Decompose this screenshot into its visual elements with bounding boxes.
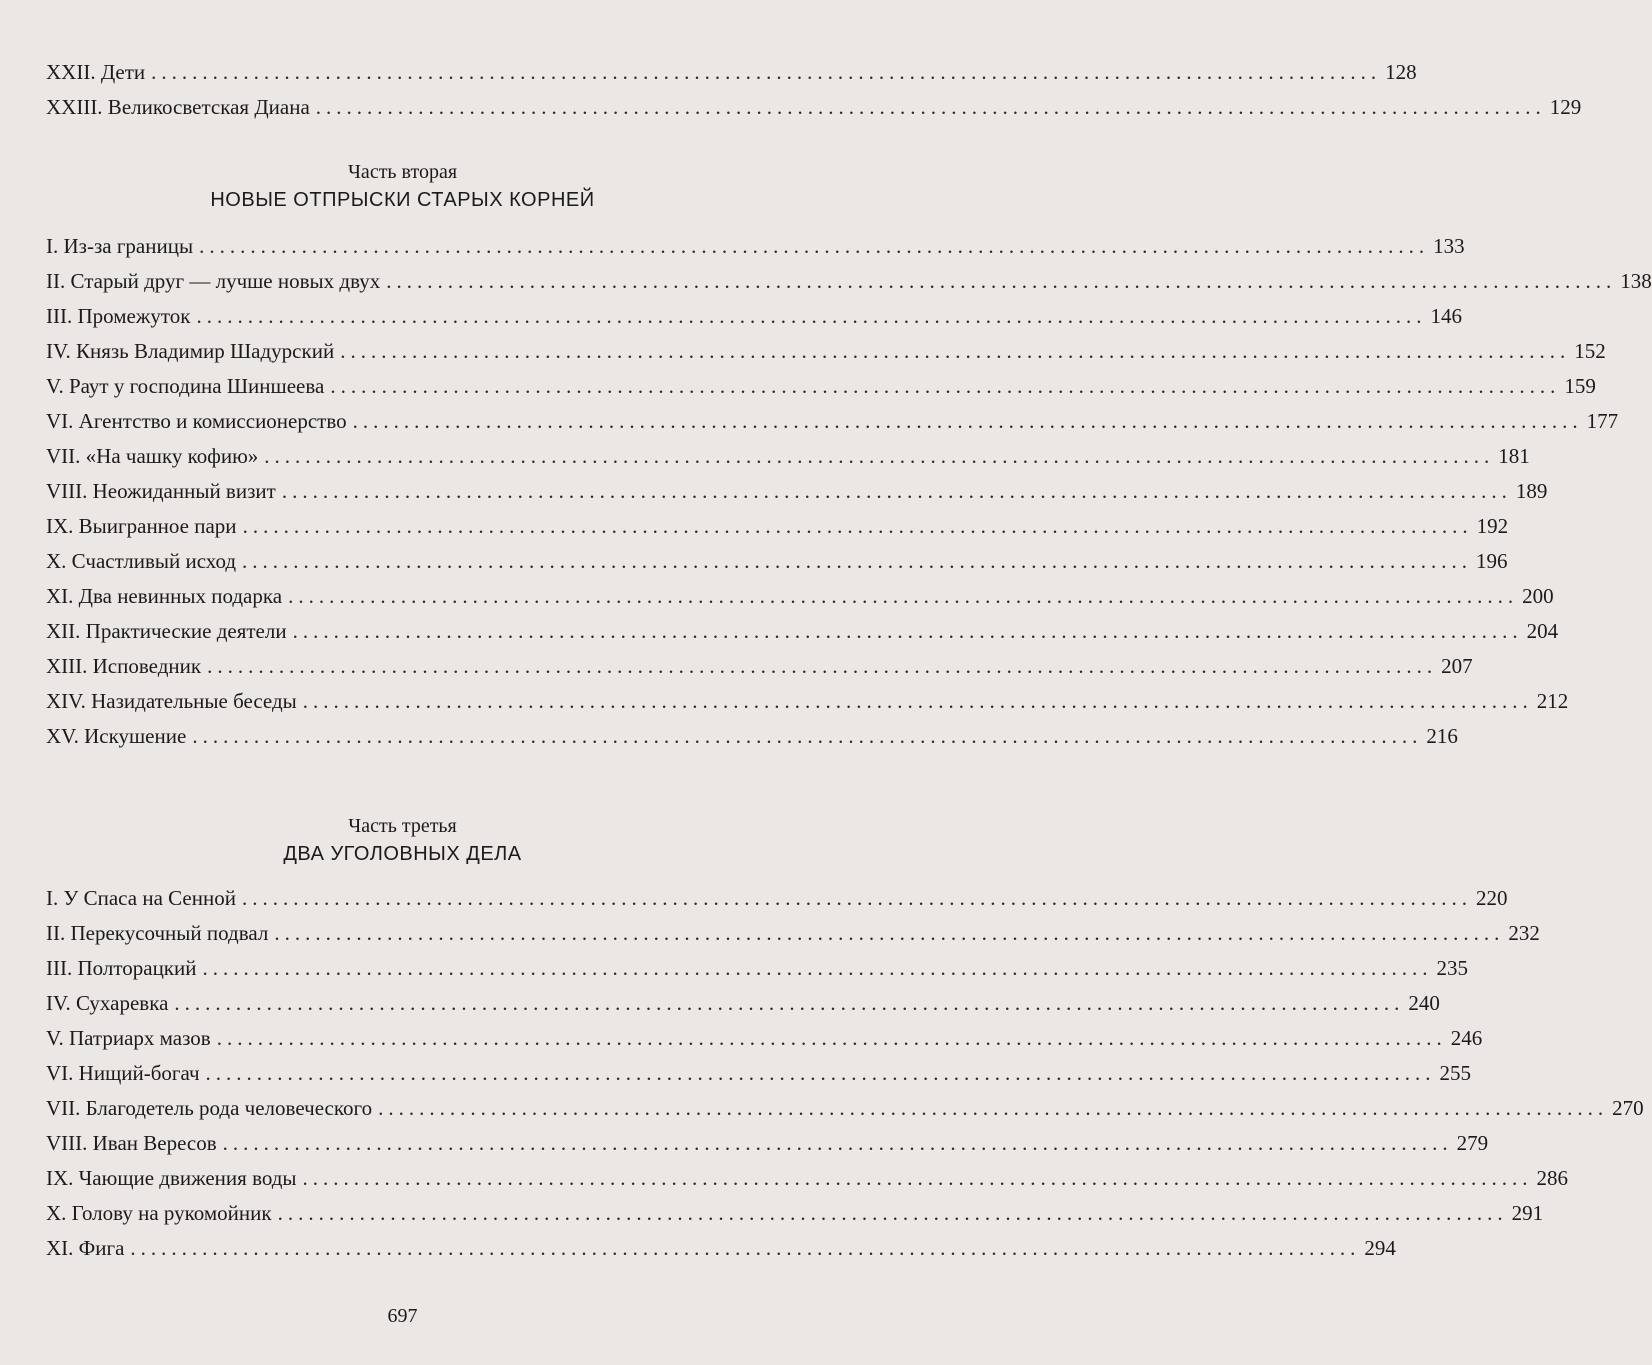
leader-dots: ........................................................................................................................ [386,269,1617,293]
leader-dots: ........................................................................................................................ [288,584,1519,608]
toc-entry-page: 204 [1526,619,1559,643]
toc-entry-page: 200 [1522,584,1554,608]
toc-entry-title: II. Перекусочный подвал [46,921,269,945]
toc-entry-page: 189 [1515,479,1548,503]
toc-entry-page: 138 [1620,269,1652,293]
toc-entry-page: 152 [1574,339,1606,363]
toc-entry [46,438,1530,468]
toc-entry-title: IV. Сухаревка [46,991,169,1015]
part-label: Часть вторая [347,161,458,183]
toc-entry-title: XIV. Назидательные беседы [46,689,297,713]
toc-entry [46,473,1548,503]
page-number: 697 [387,1305,418,1327]
part-title: ДВА УГОЛОВНЫХ ДЕЛА [283,843,522,865]
toc-entry-page: 129 [1549,95,1582,119]
leader-dots: ........................................................................................................................ [330,374,1561,398]
toc-entry-page: 177 [1586,409,1619,433]
toc-entry-page: 291 [1511,1201,1544,1225]
leader-dots: ........................................................................................................................ [241,886,1472,910]
toc-entry-title: VI. Агентство и комиссионерство [46,409,347,433]
toc-entry-title: IV. Князь Владимир Шадурский [46,339,335,363]
toc-entry-page: 235 [1436,956,1468,980]
toc-entry [46,263,1652,293]
part-label: Часть третья [348,815,457,837]
toc-entry-page: 220 [1475,886,1508,910]
leader-dots: ........................................................................................................................ [199,234,1430,258]
leader-dots: ........................................................................................................................ [192,724,1423,748]
toc-entry-page: 133 [1433,234,1465,258]
leader-dots: ........................................................................................................................ [207,654,1438,678]
toc-entry [46,1125,1489,1155]
toc-entry-title: VII. Благодетель рода человеческого [46,1096,373,1120]
leader-dots: ........................................................................................................................ [151,60,1382,84]
part-title: НОВЫЕ ОТПРЫСКИ СТАРЫХ КОРНЕЙ [210,189,595,211]
toc-entry-title: II. Старый друг — лучше новых двух [46,269,381,293]
leader-dots: ........................................................................................................................ [174,991,1405,1015]
leader-dots: ........................................................................................................................ [340,339,1571,363]
toc-entry-title: III. Промежуток [46,304,191,328]
leader-dots: ........................................................................................................................ [242,514,1473,538]
toc-entry-page: 279 [1456,1131,1489,1155]
toc-entry [46,915,1540,945]
toc-entry-page: 212 [1536,689,1569,713]
leader-dots: ........................................................................................................................ [264,444,1495,468]
toc-entry-title: X. Счастливый исход [46,549,237,573]
toc-entry-title: IX. Чающие движения воды [46,1166,297,1190]
toc-entry [46,54,1417,84]
toc-entry [46,1160,1569,1190]
leader-dots: ........................................................................................................................ [242,549,1473,573]
toc-entry-title: I. У Спаса на Сенной [46,886,236,910]
toc-entry-title: VIII. Неожиданный визит [46,479,276,503]
leader-dots: ........................................................................................................................ [281,479,1512,503]
toc-entry-title: XXII. Дети [46,60,146,84]
leader-dots: ........................................................................................................................ [315,95,1546,119]
toc-entry-title: XXIII. Великосветская Диана [46,95,310,119]
toc-entry [46,1090,1644,1120]
toc-entry-page: 128 [1385,60,1417,84]
toc-entry [46,718,1458,748]
toc-entry [46,648,1473,678]
toc-entry [46,1195,1544,1225]
toc-entry-title: XII. Практические деятели [46,619,287,643]
toc-entry [46,368,1596,398]
toc-entry [46,1055,1472,1085]
leader-dots: ........................................................................................................................ [216,1026,1447,1050]
toc-entry-title: III. Полторацкий [46,956,197,980]
leader-dots: ........................................................................................................................ [378,1096,1609,1120]
leader-dots: ........................................................................................................................ [302,1166,1533,1190]
toc-entry [46,985,1440,1015]
toc-entry-title: X. Голову на рукомойник [46,1201,272,1225]
toc-entry-title: VI. Нищий-богач [46,1061,200,1085]
toc-entry [46,89,1582,119]
toc-entry-page: 181 [1498,444,1530,468]
leader-dots: ........................................................................................................................ [277,1201,1508,1225]
toc-entry-page: 192 [1476,514,1509,538]
leader-dots: ........................................................................................................................ [274,921,1505,945]
leader-dots: ........................................................................................................................ [205,1061,1436,1085]
leader-dots: ........................................................................................................................ [352,409,1583,433]
toc-entry [46,1020,1483,1050]
toc-entry-title: IX. Выигранное пари [46,514,237,538]
toc-entry-page: 232 [1508,921,1540,945]
toc-entry-title: V. Раут у господина Шиншеева [46,374,325,398]
toc-entry-title: XIII. Исповедник [46,654,202,678]
toc-entry [46,880,1508,910]
leader-dots: ........................................................................................................................ [292,619,1523,643]
leader-dots: ........................................................................................................................ [130,1236,1361,1260]
toc-entry-title: XI. Фига [46,1236,125,1260]
toc-entry-title: VIII. Иван Вересов [46,1131,217,1155]
toc-entry-title: XI. Два невинных подарка [46,584,283,608]
toc-entry [46,950,1468,980]
toc-entry-page: 240 [1408,991,1440,1015]
toc-entry [46,228,1465,258]
toc-entry [46,578,1554,608]
leader-dots: ........................................................................................................................ [222,1131,1453,1155]
toc-entry-page: 294 [1364,1236,1396,1260]
toc-entry-page: 146 [1430,304,1462,328]
toc-entry-page: 286 [1536,1166,1569,1190]
toc-entry [46,1230,1396,1260]
leader-dots: ........................................................................................................................ [302,689,1533,713]
leader-dots: ........................................................................................................................ [196,304,1427,328]
toc-entry-title: V. Патриарх мазов [46,1026,211,1050]
toc-entry-page: 159 [1564,374,1596,398]
toc-entry-title: VII. «На чашку кофию» [46,444,259,468]
toc-entry-page: 255 [1439,1061,1472,1085]
toc-entry-page: 270 [1612,1096,1644,1120]
toc-entry [46,613,1559,643]
leader-dots: ........................................................................................................................ [202,956,1433,980]
toc-entry-page: 207 [1441,654,1473,678]
toc-entry-title: I. Из-за границы [46,234,194,258]
toc-entry [46,298,1462,328]
toc-entry [46,543,1508,573]
toc-entry [46,508,1509,538]
toc-entry-page: 246 [1450,1026,1483,1050]
toc-entry [46,683,1569,713]
toc-entry [46,333,1606,363]
toc-entry [46,403,1619,433]
toc-entry-title: XV. Искушение [46,724,187,748]
toc-entry-page: 196 [1476,549,1508,573]
toc-entry-page: 216 [1426,724,1458,748]
